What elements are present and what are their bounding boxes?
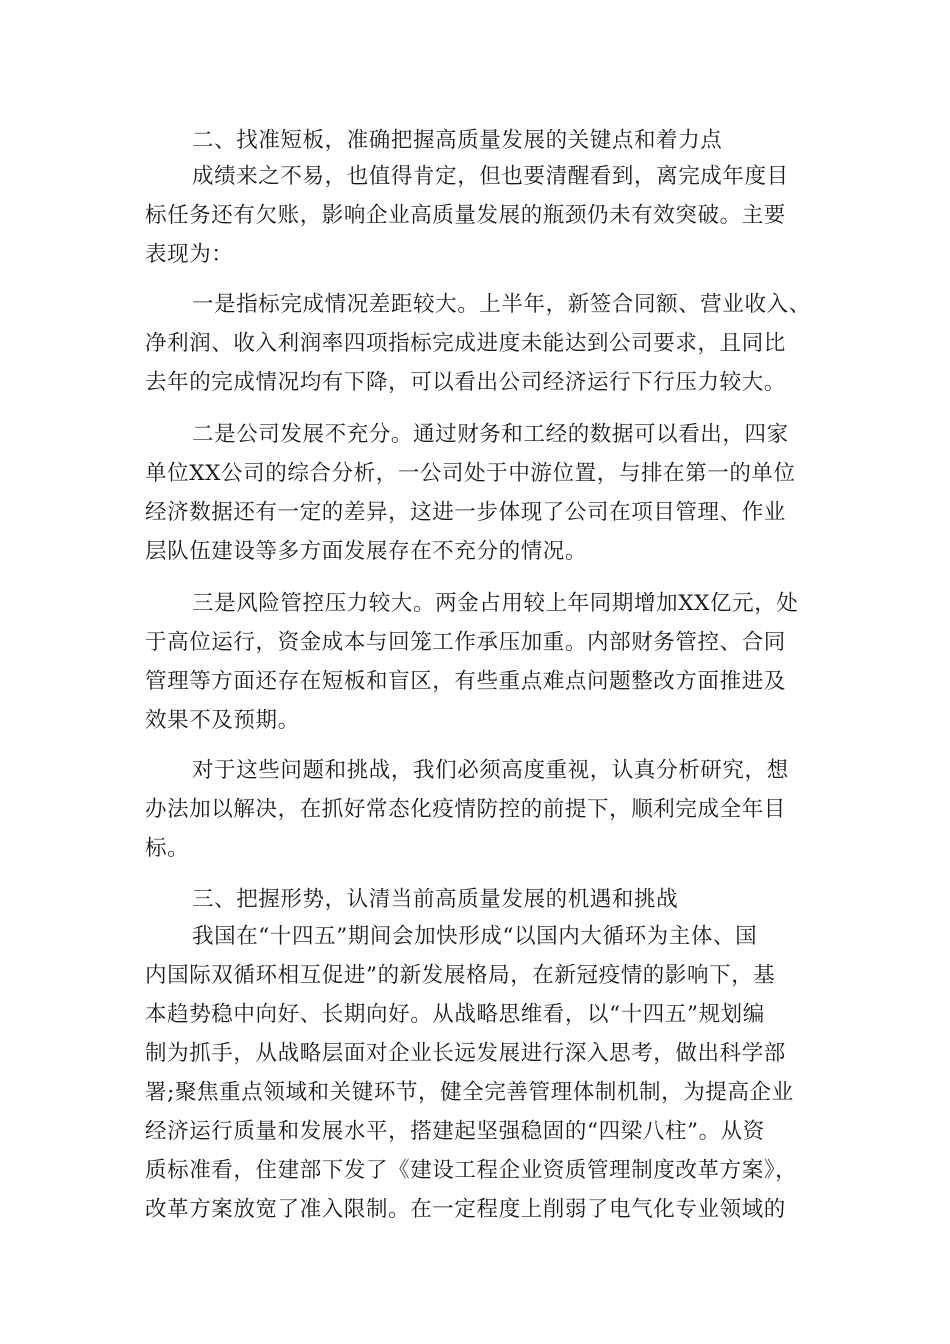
section2-heading: 二、找准短板，准确把握高质量发展的关键点和着力点 [192,128,723,153]
section2-intro-line-1: 成绩来之不易，也值得肯定，但也要清醒看到，离完成年度目 [192,164,789,189]
point2-line-1: 二是公司发展不充分。通过财务和工经的数据可以看出，四家 [192,422,789,447]
point3-line-4: 效果不及预期。 [145,708,300,733]
section3-body-line-8: 改革方案放宽了准入限制。在一定程度上削弱了电气化专业领域的 [145,1197,786,1222]
section3-body-line-2: 内国际双循环相互促进”的新发展格局，在新冠疫情的影响下，基 [145,963,776,988]
section3-body-line-5: 署;聚焦重点领域和关键环节，健全完善管理体制机制，为提高企业 [145,1080,794,1105]
section3-body-line-6: 经济运行质量和发展水平，搭建起坚强稳固的“四梁八柱”。从资 [145,1119,765,1144]
conclusion-line-3: 标。 [145,836,190,861]
conclusion-line-1: 对于这些问题和挑战，我们必须高度重视，认真分析研究，想 [192,758,789,783]
point2-line-4: 层队伍建设等多方面发展存在不充分的情况。 [145,539,588,564]
point3-line-3: 管理等方面还存在短板和盲区，有些重点难点问题整改方面推进及 [145,669,786,694]
section2-intro-line-3: 表现为： [145,242,234,267]
section3-heading: 三、把握形势，认清当前高质量发展的机遇和挑战 [192,887,679,912]
section3-body-line-3: 本趋势稳中向好、长期向好。从战略思维看，以“十四五”规划编 [145,1002,765,1027]
point1-line-1: 一是指标完成情况差距较大。上半年，新签合同额、营业收入、 [192,292,811,317]
section3-body-line-1: 我国在“十四五”期间会加快形成“以国内大循环为主体、国 [192,924,758,949]
point3-line-2: 于高位运行，资金成本与回笼工作承压加重。内部财务管控、合同 [145,630,786,655]
section3-body-line-4: 制为抓手，从战略层面对企业长远发展进行深入思考，做出科学部 [145,1041,786,1066]
point2-line-2: 单位XX公司的综合分析，一公司处于中游位置，与排在第一的单位 [145,461,796,486]
point3-line-1: 三是风险管控压力较大。两金占用较上年同期增加XX亿元，处 [192,591,799,616]
section2-intro-line-2: 标任务还有欠账，影响企业高质量发展的瓶颈仍未有效突破。主要 [145,203,786,228]
point1-line-2: 净利润、收入利润率四项指标完成进度未能达到公司要求，且同比 [145,331,786,356]
conclusion-line-2: 办法加以解决，在抓好常态化疫情防控的前提下，顺利完成全年目 [145,797,786,822]
point2-line-3: 经济数据还有一定的差异，这进一步体现了公司在项目管理、作业 [145,500,786,525]
section3-body-line-7: 质标准看，住建部下发了《建设工程企业资质管理制度改革方案》， [145,1158,798,1183]
point1-line-3: 去年的完成情况均有下降，可以看出公司经济运行下行压力较大。 [145,370,786,395]
